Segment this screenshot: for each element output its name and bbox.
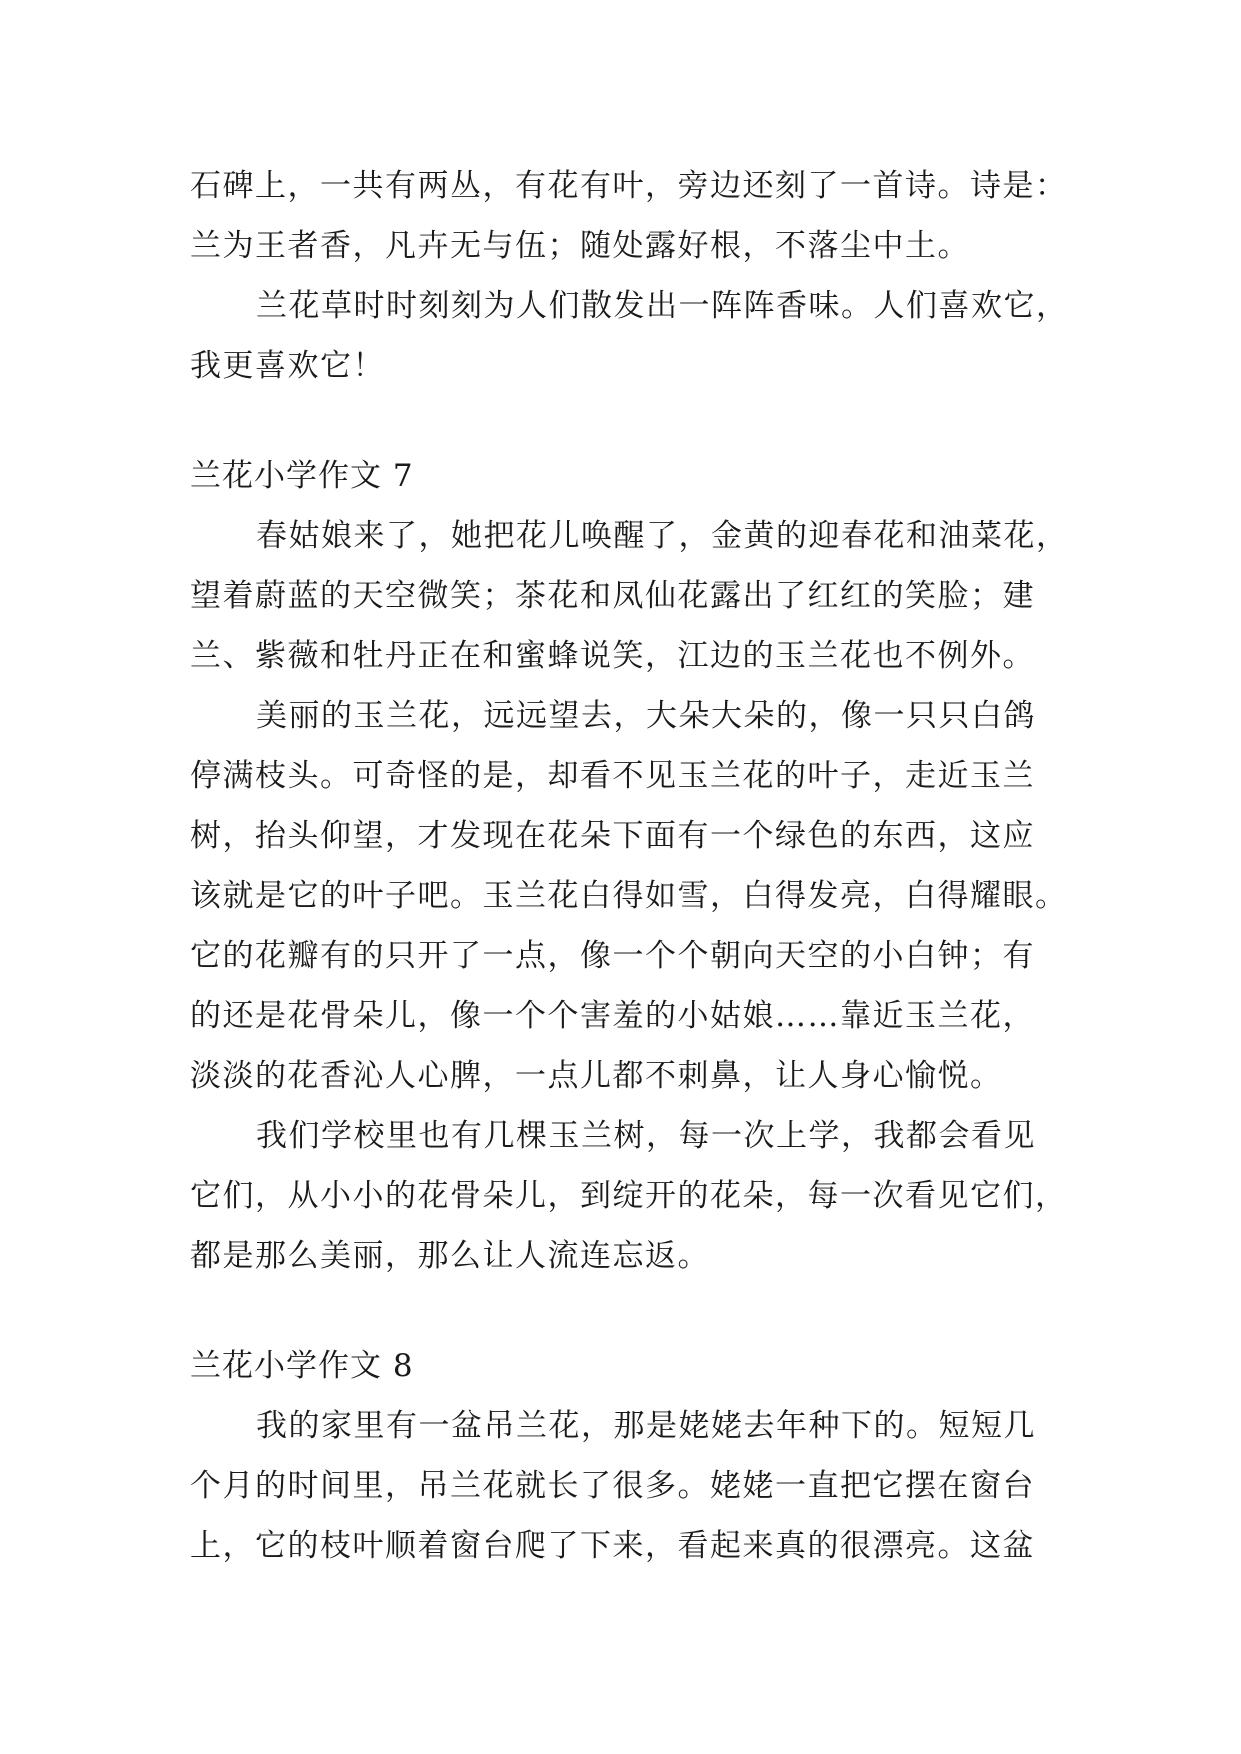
paragraph-line: 石碑上，一共有两丛，有花有叶，旁边还刻了一首诗。诗是： — [190, 168, 1068, 204]
paragraph-line: 个月的时间里，吊兰花就长了很多。姥姥一直把它摆在窗台 — [190, 1468, 1035, 1504]
paragraph-line: 兰、紫薇和牡丹正在和蜜蜂说笑，江边的玉兰花也不例外。 — [190, 638, 1035, 674]
paragraph-line: 上，它的枝叶顺着窗台爬了下来，看起来真的很漂亮。这盆 — [190, 1528, 1035, 1564]
paragraph-line: 我的家里有一盆吊兰花，那是姥姥去年种下的。短短几 — [256, 1408, 1036, 1444]
paragraph-line: 停满枝头。可奇怪的是，却看不见玉兰花的叶子，走近玉兰 — [190, 758, 1035, 794]
paragraph-line: 我们学校里也有几棵玉兰树，每一次上学，我都会看见 — [256, 1118, 1036, 1154]
section-heading: 兰花小学作文 8 — [190, 1348, 414, 1384]
paragraph-line: 春姑娘来了，她把花儿唤醒了，金黄的迎春花和油菜花， — [256, 518, 1069, 554]
paragraph-line: 兰花草时时刻刻为人们散发出一阵阵香味。人们喜欢它， — [256, 288, 1069, 324]
paragraph-line: 它们，从小小的花骨朵儿，到绽开的花朵，每一次看见它们， — [190, 1178, 1068, 1214]
paragraph-line: 我更喜欢它！ — [190, 348, 385, 384]
section-heading: 兰花小学作文 7 — [190, 458, 414, 494]
paragraph-line: 兰为王者香，凡卉无与伍；随处露好根，不落尘中土。 — [190, 228, 970, 264]
paragraph-line: 该就是它的叶子吧。玉兰花白得如雪，白得发亮，白得耀眼。 — [190, 878, 1068, 914]
paragraph-line: 望着蔚蓝的天空微笑；茶花和凤仙花露出了红红的笑脸；建 — [190, 578, 1035, 614]
paragraph-line: 美丽的玉兰花，远远望去，大朵大朵的，像一只只白鸽 — [256, 698, 1036, 734]
paragraph-line: 它的花瓣有的只开了一点，像一个个朝向天空的小白钟；有 — [190, 938, 1035, 974]
paragraph-line: 树，抬头仰望，才发现在花朵下面有一个绿色的东西，这应 — [190, 818, 1035, 854]
paragraph-line: 淡淡的花香沁人心脾，一点儿都不刺鼻，让人身心愉悦。 — [190, 1058, 1003, 1094]
paragraph-line: 的还是花骨朵儿，像一个个害羞的小姑娘……靠近玉兰花， — [190, 998, 1035, 1034]
paragraph-line: 都是那么美丽，那么让人流连忘返。 — [190, 1238, 710, 1274]
